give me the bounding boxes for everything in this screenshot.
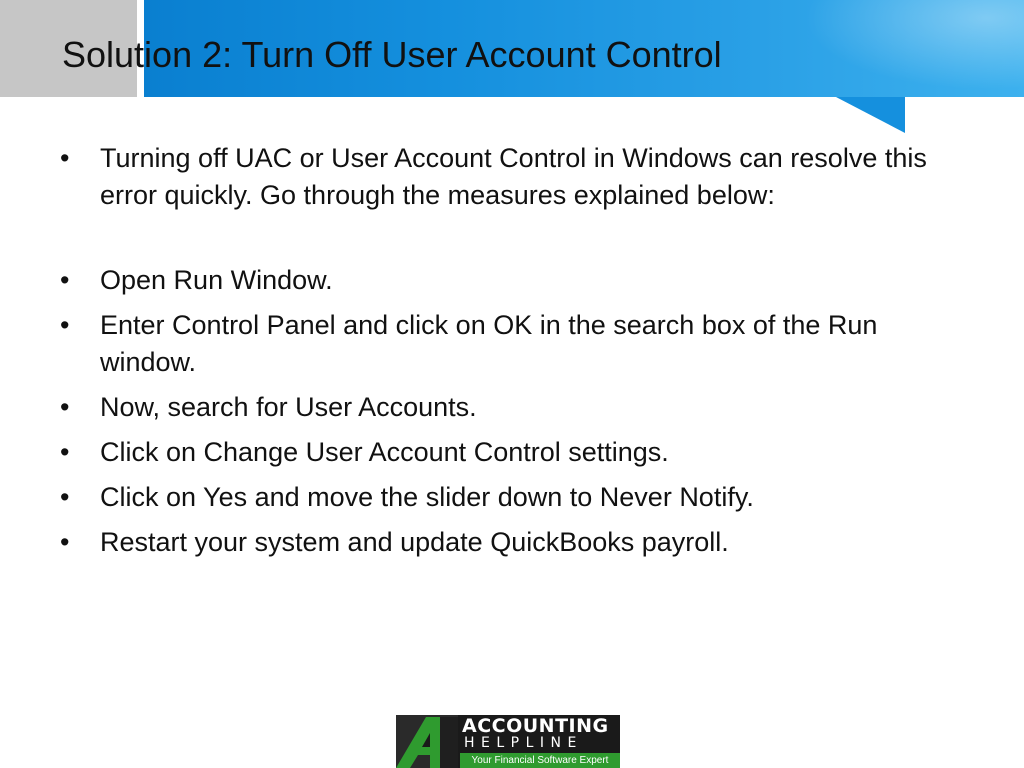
bullet-text: Restart your system and update QuickBooks payroll. [100, 527, 729, 557]
bullet-text: Now, search for User Accounts. [100, 392, 477, 422]
logo-a-mark-icon [396, 715, 458, 768]
bullet-dot: • [60, 392, 70, 422]
logo-line1: ACCOUNTING [462, 715, 609, 737]
bullet-dot: • [60, 437, 70, 467]
bullet-text: Click on Change User Account Control settings. [100, 437, 669, 467]
bullet-text: Open Run Window. [100, 265, 333, 295]
bullet-item [60, 479, 960, 516]
logo-tagline: Your Financial Software Expert [460, 753, 620, 768]
bullet-dot: • [60, 482, 70, 512]
bullet-text: Turning off UAC or User Account Control in Windows can resolve this error quickly. Go through the measures explained below: [100, 143, 927, 210]
bullet-item [60, 434, 960, 471]
bullet-item [60, 140, 960, 214]
bullet-dot: • [60, 265, 70, 295]
bullet-dot: • [60, 310, 70, 340]
bullet-item [60, 389, 960, 426]
header-sheen [804, 0, 1024, 90]
bullet-item [60, 307, 960, 381]
logo-line2: HELPLINE [464, 735, 583, 751]
bullet-dot: • [60, 527, 70, 557]
bullet-text: Enter Control Panel and click on OK in the search box of the Run window. [100, 310, 878, 377]
bullet-item [60, 262, 960, 299]
accounting-helpline-logo [396, 715, 620, 768]
bullet-item [60, 524, 960, 561]
bullet-list [60, 140, 960, 561]
bullet-dot: • [60, 143, 70, 173]
bullet-text: Click on Yes and move the slider down to Never Notify. [100, 482, 754, 512]
slide-title: Solution 2: Turn Off User Account Control [62, 34, 722, 75]
